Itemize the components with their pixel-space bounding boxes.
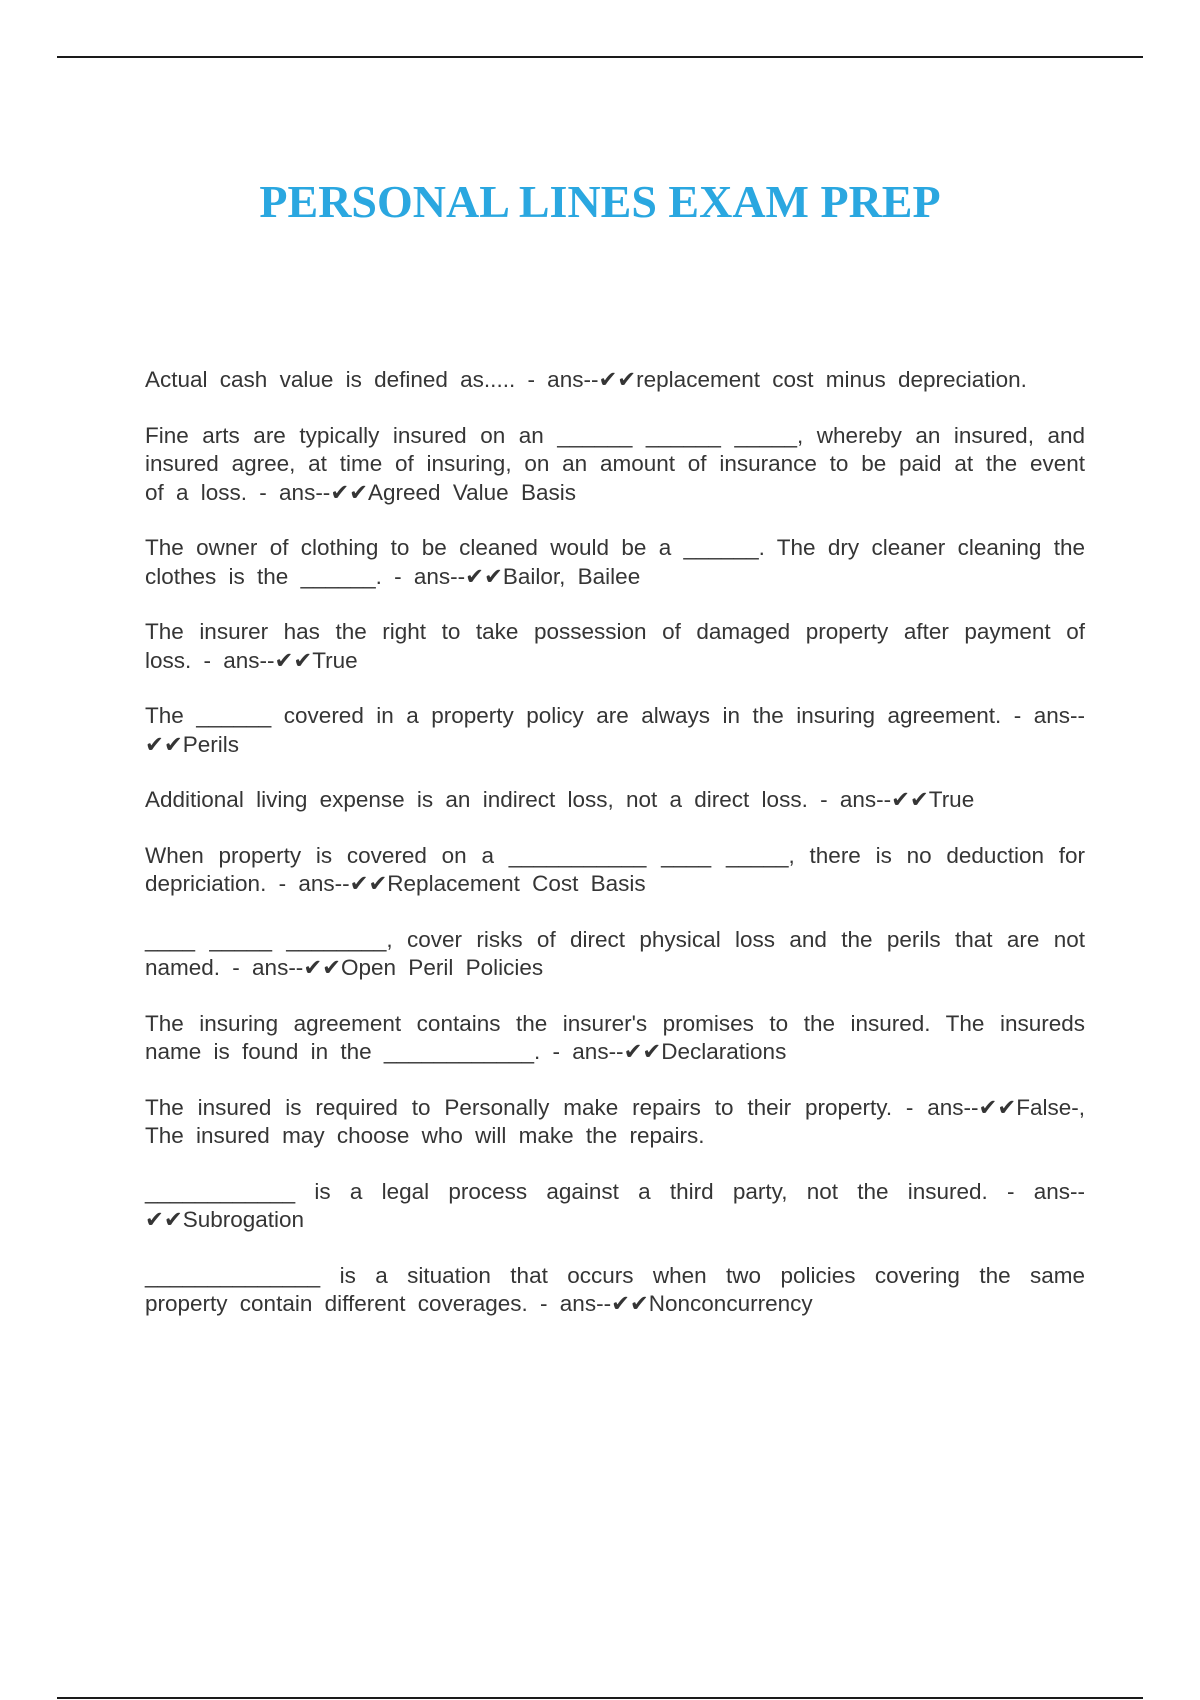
answer-text: ✔✔Replacement Cost Basis <box>349 871 646 896</box>
question-text: The ______ covered in a property policy are always in the insuring agreement. - ans-- <box>145 703 1085 728</box>
qa-item <box>145 926 1085 983</box>
qa-item <box>145 1178 1085 1235</box>
answer-text: ✔✔Subrogation <box>145 1207 305 1232</box>
answer-text: ✔✔False-, The insured may choose who will make the repairs. <box>145 1094 1085 1148</box>
question-text: ______________ is a situation that occurs when two policies covering the same property contain different coverages. - ans-- <box>145 1262 1085 1316</box>
qa-item <box>145 618 1085 675</box>
question-text: The insured is required to Personally make repairs to their property. - ans-- <box>145 1094 979 1120</box>
question-text: The insurer has the right to take possession of damaged property after payment of loss. - ans-- <box>145 619 1085 673</box>
question-text: Actual cash value is defined as..... - ans-- <box>145 367 599 392</box>
answer-text: ✔✔True <box>891 787 975 812</box>
question-text: When property is covered on a ___________ ____ _____, there is no deduction for depriciation. - ans-- <box>145 842 1085 896</box>
qa-item <box>145 422 1085 508</box>
answer-text: ✔✔Bailor, Bailee <box>465 563 641 589</box>
qa-item <box>145 366 1085 395</box>
question-text: ____ _____ ________, cover risks of direct physical loss and the perils that are not named. - ans-- <box>145 926 1085 980</box>
top-rule <box>57 56 1143 58</box>
qa-item <box>145 786 1085 815</box>
qa-item <box>145 534 1085 591</box>
question-text: Fine arts are typically insured on an ______ ______ _____, whereby an insured, and insured agree, at time of insuring, on an amount of insurance to be paid at the event of a loss. - ans-- <box>145 422 1085 505</box>
answer-text: ✔✔Perils <box>145 731 239 757</box>
answer-text: ✔✔Nonconcurrency <box>611 1291 813 1316</box>
answer-text: ✔✔replacement cost minus depreciation. <box>598 367 1027 392</box>
question-text: Additional living expense is an indirect loss, not a direct loss. - ans-- <box>145 787 892 812</box>
page-title: PERSONAL LINES EXAM PREP <box>259 176 941 227</box>
answer-text: ✔✔Agreed Value Basis <box>330 479 576 505</box>
answer-text: ✔✔Declarations <box>623 1039 787 1064</box>
qa-item <box>145 842 1085 899</box>
qa-item <box>145 1094 1085 1151</box>
qa-list <box>145 366 1085 1346</box>
answer-text: ✔✔True <box>274 647 358 673</box>
question-text: The owner of clothing to be cleaned would be a ______. The dry cleaner cleaning the clothes is the ______. - ans-- <box>145 535 1085 589</box>
qa-item <box>145 1010 1085 1067</box>
question-text: The insuring agreement contains the insurer's promises to the insured. The insureds name is found in the ____________. - ans-- <box>145 1010 1085 1064</box>
qa-item <box>145 1262 1085 1319</box>
bottom-rule <box>57 1697 1143 1699</box>
qa-item <box>145 702 1085 759</box>
question-text: ____________ is a legal process against a third party, not the insured. - ans-- <box>145 1178 1085 1204</box>
answer-text: ✔✔Open Peril Policies <box>303 955 544 980</box>
